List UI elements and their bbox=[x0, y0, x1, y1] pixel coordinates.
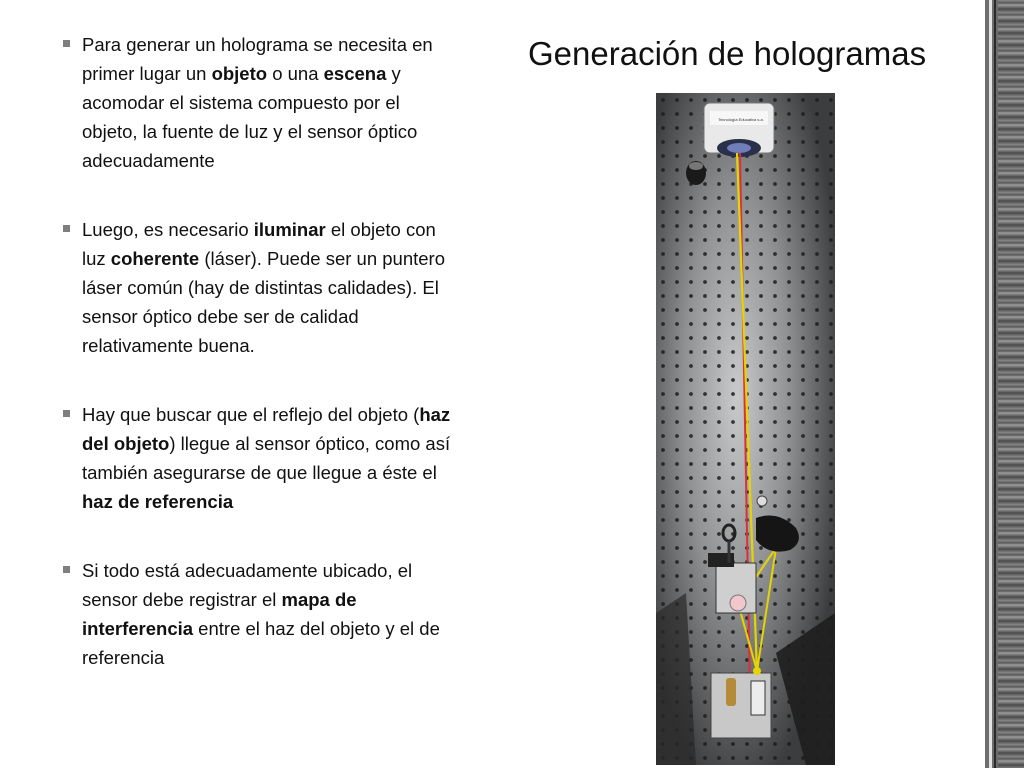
bullet-bold-text: haz de referencia bbox=[82, 491, 234, 512]
bullet-bold-text: objeto bbox=[211, 63, 268, 84]
bullet-bold-text: mapa de interferencia bbox=[82, 589, 357, 639]
bullet-item bbox=[60, 215, 455, 360]
bullet-square-icon bbox=[63, 40, 70, 47]
bullet-text: Hay que buscar que el reflejo del objeto ( bbox=[82, 404, 420, 425]
bullet-square-icon bbox=[63, 566, 70, 573]
hologram-setup-photo bbox=[656, 93, 835, 765]
bullet-text: entre el haz del objeto y el de referencia bbox=[82, 618, 440, 668]
bullet-item bbox=[60, 400, 455, 516]
laser-pointer-mount bbox=[711, 667, 771, 738]
bullet-bold-text: coherente bbox=[110, 248, 200, 269]
bullet-list bbox=[60, 30, 455, 672]
bullet-text: (láser). Puede ser un puntero láser común (hay de distintas calidades). El sensor óptico debe ser de calidad relativamente buena. bbox=[82, 248, 445, 356]
bullet-bold-text: escena bbox=[323, 63, 387, 84]
edge-dark-line bbox=[994, 0, 996, 768]
camera-sensor bbox=[704, 103, 774, 157]
bullet-bold-text: haz del objeto bbox=[82, 404, 451, 454]
edge-highlight-line bbox=[989, 0, 992, 768]
bullet-text: Luego, es necesario bbox=[82, 219, 254, 240]
bullet-square-icon bbox=[63, 410, 70, 417]
slide-title: Generación de hologramas bbox=[528, 35, 927, 72]
bullet-text: Para generar un holograma se necesita en primer lugar un bbox=[82, 34, 433, 84]
bullet-text: ) llegue al sensor óptico, como así también asegurarse de que llegue a éste el bbox=[82, 433, 451, 483]
camera-label: Tecnología Educativa s.a. bbox=[718, 117, 764, 122]
bullet-text: Si todo está adecuadamente ubicado, el sensor debe registrar el bbox=[82, 560, 413, 610]
bullet-text: el objeto con luz bbox=[82, 219, 436, 269]
mirror-mount-top bbox=[686, 161, 706, 185]
bullet-text: y acomodar el sistema compuesto por el objeto, la fuente de luz y el sensor óptico adecuadamente bbox=[82, 63, 418, 171]
optical-bench-illustration bbox=[656, 93, 835, 765]
bullet-item bbox=[60, 556, 455, 672]
bullet-item bbox=[60, 30, 455, 175]
edge-texture bbox=[998, 0, 1024, 768]
bullet-bold-text: iluminar bbox=[253, 219, 326, 240]
bullet-text: o una bbox=[267, 63, 324, 84]
bullet-square-icon bbox=[63, 225, 70, 232]
